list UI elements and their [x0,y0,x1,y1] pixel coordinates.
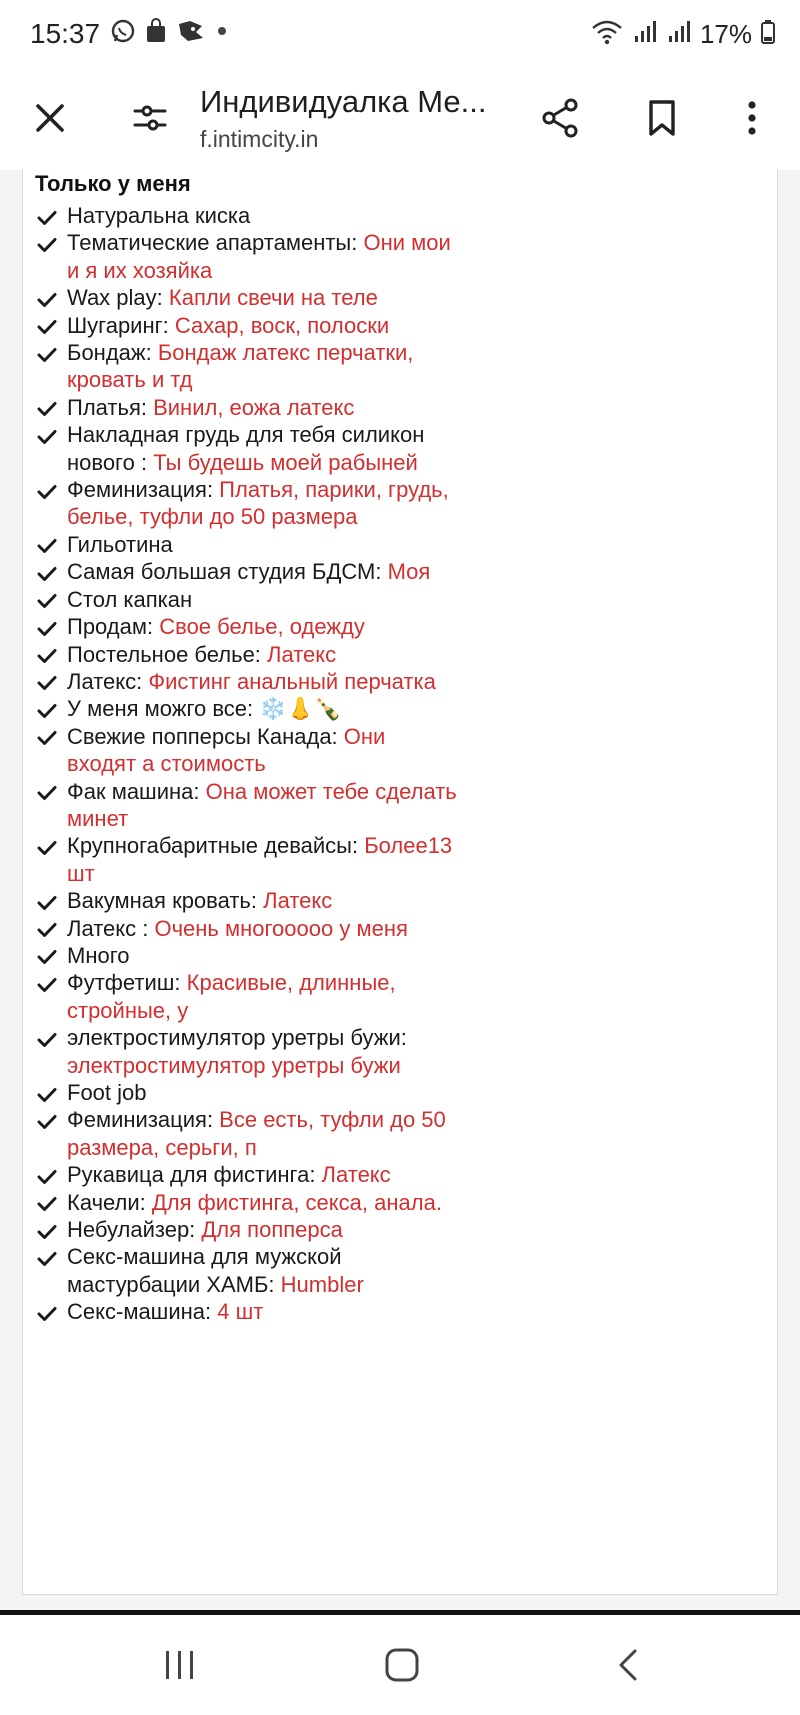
feature-label: Много [67,942,130,968]
check-icon [37,284,67,311]
feature-value: Платья, парики, грудь, белье, туфли до 50 размера [67,477,449,530]
feature-text [67,695,457,722]
home-icon [382,1645,422,1690]
feature-text [67,613,457,640]
feature-text [67,339,457,394]
services-card [22,170,778,1595]
feature-item [37,586,457,613]
feature-value: Все есть, туфли до 50 размера, серьги, п [67,1107,446,1160]
bookmark-icon [645,98,679,143]
feature-item [37,339,457,394]
feature-text [67,394,457,421]
feature-text [67,969,457,1024]
feature-item [37,1189,457,1216]
feature-item [37,1216,457,1243]
status-time: 15:37 [30,18,101,49]
feature-value: Очень многоoooo у меня [154,915,408,941]
feature-value: Сахар, воск, полоски [174,312,390,338]
check-icon [37,1298,67,1325]
check-icon [37,339,67,366]
feature-item [37,1024,457,1079]
check-icon [37,613,67,640]
feature-item [37,778,457,833]
recent-apps-icon [160,1648,200,1687]
page-title: Индивидуалка Ме... [200,84,487,119]
feature-label: Латекс: [67,668,149,694]
feature-value: Для попперса [201,1217,343,1243]
feature-value: Для фистинга, секса, анала. [151,1189,442,1215]
bookmark-button[interactable] [630,88,694,152]
feature-text [67,887,457,914]
feature-value: Латекс [267,641,337,667]
feature-label: электростимулятор уретры бужи: [67,1025,407,1051]
more-vert-icon [745,98,759,143]
feature-label: Вакумная кровать: [67,888,264,914]
feature-label: Футфетиш: [67,970,187,996]
feature-text [67,1189,457,1216]
feature-item [37,723,457,778]
feature-value: Капли свечи на теле [168,285,378,311]
check-icon [37,778,67,805]
feature-text [67,202,457,229]
feature-item [37,969,457,1024]
check-icon [37,531,67,558]
feature-item [37,476,457,531]
check-icon [37,1243,67,1270]
feature-value: электростимулятор уретры бужи [67,1052,401,1078]
feature-label: Качели: [67,1189,152,1215]
feature-text [67,668,457,695]
check-icon [37,312,67,339]
feature-label: Секс-машина: [67,1299,218,1325]
feature-label: Феминизация: [67,1107,220,1133]
app-icon [176,18,206,49]
check-icon [37,1216,67,1243]
feature-text [67,778,457,833]
feature-text [67,1079,457,1106]
feature-label: Фак машина: [67,778,206,804]
section-title: Только у меня [35,171,191,196]
check-icon [37,476,67,503]
feature-item [37,1106,457,1161]
feature-item [37,284,457,311]
close-button[interactable] [18,88,82,152]
whatsapp-icon [110,18,136,49]
feature-item [37,394,457,421]
feature-value: ❄️👃🍾 [259,696,342,722]
feature-text [67,586,457,613]
feature-label: Секс-машина для мужской мастурбации ХАМБ: [67,1244,342,1297]
check-icon [37,668,67,695]
check-icon [37,887,67,914]
feature-list [37,202,457,1326]
check-icon [37,421,67,448]
check-icon [37,558,67,585]
feature-item [37,887,457,914]
feature-value: Humbler [280,1271,364,1297]
shopping-bag-icon [144,18,168,49]
feature-label: Гильотина [67,531,173,557]
feature-text [67,915,457,942]
feature-label: Рукавица для фистинга: [67,1162,322,1188]
system-nav-bar [0,1615,800,1715]
feature-item [37,1243,457,1298]
feature-item [37,915,457,942]
feature-label: Wax play: [67,285,169,311]
feature-value: Ты будешь моей рабыней [153,449,418,475]
feature-item [37,202,457,229]
check-icon [37,695,67,722]
feature-value: Более13 шт [67,833,453,886]
status-bar [0,0,800,70]
feature-text [67,229,457,284]
check-icon [37,723,67,750]
check-icon [37,641,67,668]
feature-item [37,531,457,558]
more-options-button[interactable] [720,88,784,152]
feature-text [67,1216,457,1243]
signal-icon [632,18,658,51]
feature-value: Фистинг анальный перчатка [148,668,436,694]
signal-icon [666,18,692,51]
page-url[interactable]: f.intimcity.in [200,126,319,152]
feature-text [67,942,457,969]
feature-text [67,641,457,668]
feature-item [37,1161,457,1188]
check-icon [37,394,67,421]
check-icon [37,1161,67,1188]
feature-item [37,312,457,339]
check-icon [37,229,67,256]
home-button[interactable] [362,1637,442,1697]
feature-label: Продам: [67,614,160,640]
check-icon [37,832,67,859]
feature-text [67,284,457,311]
check-icon [37,586,67,613]
tune-icon [131,99,169,142]
feature-value: Красивые, длинные, стройные, у [67,970,396,1023]
check-icon [37,1106,67,1133]
recent-apps-button[interactable] [140,1637,220,1697]
feature-label: Foot job [67,1080,147,1105]
feature-item [37,1298,457,1325]
back-button[interactable] [588,1637,668,1697]
check-icon [37,942,67,969]
share-icon [538,96,582,145]
feature-value: Латекс [321,1162,391,1188]
share-button[interactable] [528,88,592,152]
feature-label: Свежие попперсы Канада: [67,723,344,749]
wifi-icon [590,18,624,51]
battery-icon [760,18,776,51]
feature-item [37,942,457,969]
feature-label: Накладная грудь для тебя силикон нового : [67,422,425,475]
check-icon [37,202,67,229]
check-icon [37,1189,67,1216]
feature-text [67,1298,457,1325]
feature-text [67,421,457,476]
feature-text [67,1161,457,1188]
feature-item [37,641,457,668]
feature-label: Стол капкан [67,586,193,612]
feature-label: Постельное белье: [67,641,268,667]
feature-value: Моя [387,559,431,585]
feature-text [67,558,457,585]
back-icon [613,1645,643,1690]
site-settings-button[interactable] [118,88,182,152]
feature-label: Платья: [67,394,154,420]
close-icon [32,100,68,141]
browser-app-bar [0,70,800,170]
feature-label: Небулайзер: [67,1217,202,1243]
feature-value: Они мои и я их хозяйка [67,230,451,283]
feature-label: Натуральна киска [67,203,251,228]
check-icon [37,1024,67,1051]
feature-value: 4 шт [217,1299,264,1325]
battery-percent: 17% [699,19,752,49]
feature-label: Шугаринг: [67,312,175,338]
feature-value: Латекс [263,888,333,914]
feature-text [67,832,457,887]
feature-item [37,832,457,887]
system-icons [590,18,776,51]
feature-value: Бондаж латекс перчатки, кровать и тд [67,340,414,393]
feature-text [67,476,457,531]
feature-label: Бондаж: [67,340,158,366]
feature-label: Самая большая студия БДСМ: [67,559,388,585]
feature-text [67,1243,457,1298]
check-icon [37,969,67,996]
feature-item [37,668,457,695]
feature-item [37,229,457,284]
feature-label: Латекс : [67,915,155,941]
feature-item [37,695,457,722]
dot-icon [214,18,230,49]
feature-text [67,723,457,778]
feature-label: Феминизация: [67,477,220,503]
feature-item [37,558,457,585]
feature-value: Винил, еожа латекс [153,394,355,420]
notification-icons [110,18,230,49]
feature-label: Крупногабаритные девайсы: [67,833,365,859]
feature-text [67,312,457,339]
feature-item [37,613,457,640]
feature-label: У меня можго все: [67,696,260,722]
feature-text [67,1106,457,1161]
check-icon [37,915,67,942]
check-icon [37,1079,67,1106]
feature-text [67,1024,457,1079]
feature-label: Тематические апартаменты: [67,230,364,256]
page-content[interactable] [0,170,800,1610]
feature-value: Свое белье, одежду [159,614,365,640]
feature-text [67,531,457,558]
feature-value: Они входят а стоимость [67,723,386,777]
feature-value: Она может тебе сделать минет [67,778,457,831]
feature-item [37,421,457,476]
feature-item [37,1079,457,1106]
